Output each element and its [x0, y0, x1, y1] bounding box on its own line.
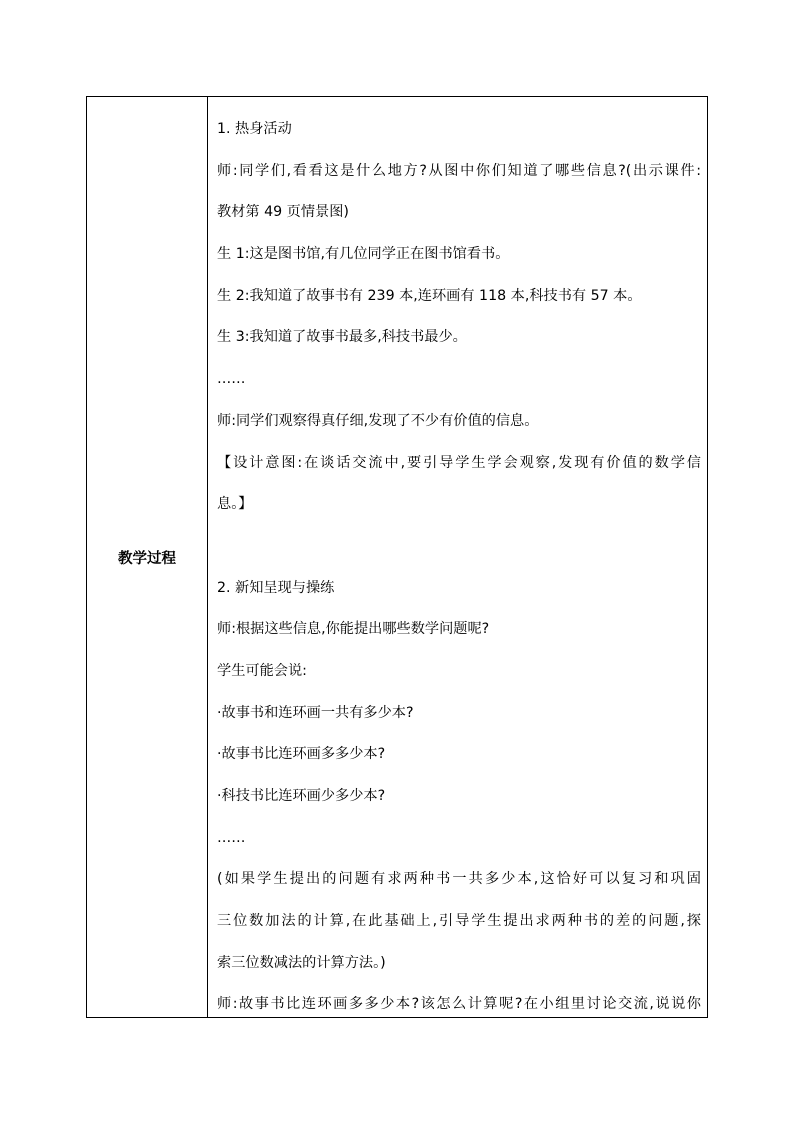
content-line: 三位数加法的计算,在此基础上,引导学生提出求两种书的差的问题,探 — [217, 913, 701, 930]
content-line: 2. 新知呈现与操练 — [217, 579, 335, 596]
content-line: 索三位数减法的计算方法。) — [217, 954, 386, 971]
content-line: ·故事书和连环画一共有多少本? — [217, 704, 414, 721]
content-line: 学生可能会说: — [217, 662, 307, 679]
content-line: 生 3:我知道了故事书最多,科技书最少。 — [217, 329, 467, 346]
content-line: 师:根据这些信息,你能提出哪些数学问题呢? — [217, 621, 490, 638]
content-line: 生 1:这是图书馆,有几位同学正在图书馆看书。 — [217, 246, 510, 263]
content-line: 息。】 — [217, 496, 253, 513]
section-label-cell — [87, 97, 208, 1017]
content-line: 师:故事书比连环画多多少本?该怎么计算呢?在小组里讨论交流,说说你 — [217, 996, 701, 1013]
section-label: 教学过程 — [118, 551, 176, 567]
content-line: 师:同学们,看看这是什么地方?从图中你们知道了哪些信息?(出示课件: — [217, 162, 701, 179]
content-line: (如果学生提出的问题有求两种书一共多少本,这恰好可以复习和巩固 — [217, 871, 701, 888]
content-line: ·科技书比连环画少多少本? — [217, 788, 386, 804]
content-line: …… — [217, 829, 246, 846]
content-line: 【设计意图:在谈话交流中,要引导学生学会观察,发现有价值的数学信 — [217, 454, 701, 471]
content-line: 教材第 49 页情景图) — [217, 204, 349, 221]
content-line — [217, 526, 701, 568]
content-line: ·故事书比连环画多多少本? — [217, 746, 386, 763]
content-line: 1. 热身活动 — [217, 121, 292, 137]
content-line: …… — [217, 371, 246, 388]
content-line: 生 2:我知道了故事书有 239 本,连环画有 118 本,科技书有 57 本。 — [217, 287, 642, 304]
content-line: 师:同学们观察得真仔细,发现了不少有价值的信息。 — [217, 412, 539, 429]
lesson-table — [86, 96, 708, 1018]
content-lines — [217, 109, 701, 1017]
section-content-cell — [208, 97, 707, 1017]
